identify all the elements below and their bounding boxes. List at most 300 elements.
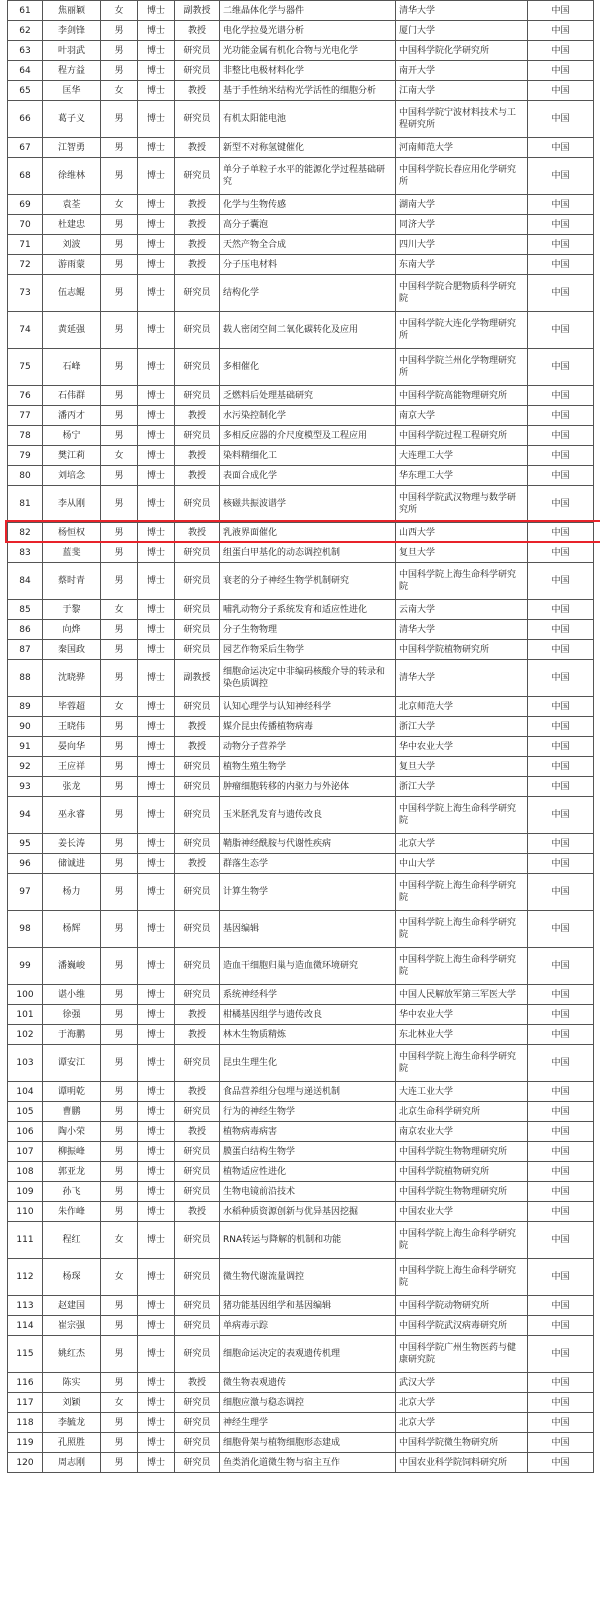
table-row <box>8 138 594 158</box>
country-cell: 中国 <box>528 1393 594 1413</box>
degree-cell: 博士 <box>138 235 175 255</box>
research-field-cell: 多相反应器的介尺度模型及工程应用 <box>220 426 396 446</box>
title-cell: 研究员 <box>175 1316 220 1336</box>
gender-cell: 男 <box>101 874 138 911</box>
gender-cell: 男 <box>101 1082 138 1102</box>
degree-cell: 博士 <box>138 406 175 426</box>
degree-cell: 博士 <box>138 1259 175 1296</box>
title-cell: 研究员 <box>175 1393 220 1413</box>
gender-cell: 女 <box>101 697 138 717</box>
name-cell: 曹鹏 <box>43 1102 101 1122</box>
table-row <box>8 1316 594 1336</box>
name-cell: 程方益 <box>43 61 101 81</box>
row-number: 106 <box>8 1122 43 1142</box>
name-cell: 刘培念 <box>43 466 101 486</box>
title-cell: 研究员 <box>175 600 220 620</box>
name-cell: 储诚进 <box>43 854 101 874</box>
degree-cell: 博士 <box>138 717 175 737</box>
title-cell: 教授 <box>175 255 220 275</box>
gender-cell: 男 <box>101 1005 138 1025</box>
institution-cell: 中国科学院植物研究所 <box>396 640 528 660</box>
table-row <box>8 600 594 620</box>
row-number: 117 <box>8 1393 43 1413</box>
gender-cell: 女 <box>101 446 138 466</box>
table-row <box>8 1025 594 1045</box>
degree-cell: 博士 <box>138 697 175 717</box>
gender-cell: 男 <box>101 1336 138 1373</box>
research-field-cell: 媒介昆虫传播植物病毒 <box>220 717 396 737</box>
title-cell: 教授 <box>175 1122 220 1142</box>
table-row <box>8 1413 594 1433</box>
gender-cell: 男 <box>101 61 138 81</box>
row-number: 98 <box>8 911 43 948</box>
title-cell: 研究员 <box>175 1259 220 1296</box>
table-row <box>8 737 594 757</box>
row-number: 88 <box>8 660 43 697</box>
row-number: 110 <box>8 1202 43 1222</box>
row-number: 66 <box>8 101 43 138</box>
title-cell: 教授 <box>175 195 220 215</box>
degree-cell: 博士 <box>138 543 175 563</box>
name-cell: 毕蓉超 <box>43 697 101 717</box>
name-cell: 王晓伟 <box>43 717 101 737</box>
degree-cell: 博士 <box>138 81 175 101</box>
country-cell: 中国 <box>528 1102 594 1122</box>
degree-cell: 博士 <box>138 1433 175 1453</box>
name-cell: 蔡时青 <box>43 563 101 600</box>
gender-cell: 男 <box>101 854 138 874</box>
gender-cell: 男 <box>101 101 138 138</box>
name-cell: 蓝斐 <box>43 543 101 563</box>
row-number: 68 <box>8 158 43 195</box>
research-field-cell: 结构化学 <box>220 275 396 312</box>
gender-cell: 女 <box>101 1 138 21</box>
gender-cell: 男 <box>101 985 138 1005</box>
table-row <box>8 61 594 81</box>
country-cell: 中国 <box>528 386 594 406</box>
row-number: 118 <box>8 1413 43 1433</box>
degree-cell: 博士 <box>138 1142 175 1162</box>
row-number: 65 <box>8 81 43 101</box>
country-cell: 中国 <box>528 1413 594 1433</box>
gender-cell: 男 <box>101 312 138 349</box>
name-cell: 谭安江 <box>43 1045 101 1082</box>
research-field-cell: 基因编辑 <box>220 911 396 948</box>
row-number: 63 <box>8 41 43 61</box>
name-cell: 石峰 <box>43 349 101 386</box>
title-cell: 研究员 <box>175 1433 220 1453</box>
table-row <box>8 466 594 486</box>
gender-cell: 男 <box>101 563 138 600</box>
degree-cell: 博士 <box>138 600 175 620</box>
table-row <box>8 1162 594 1182</box>
country-cell: 中国 <box>528 101 594 138</box>
country-cell: 中国 <box>528 911 594 948</box>
gender-cell: 男 <box>101 543 138 563</box>
title-cell: 教授 <box>175 1025 220 1045</box>
row-number: 105 <box>8 1102 43 1122</box>
title-cell: 教授 <box>175 523 220 543</box>
country-cell: 中国 <box>528 660 594 697</box>
degree-cell: 博士 <box>138 255 175 275</box>
name-cell: 向烨 <box>43 620 101 640</box>
title-cell: 研究员 <box>175 1142 220 1162</box>
title-cell: 教授 <box>175 466 220 486</box>
table-row <box>8 41 594 61</box>
country-cell: 中国 <box>528 275 594 312</box>
degree-cell: 博士 <box>138 563 175 600</box>
name-cell: 张龙 <box>43 777 101 797</box>
country-cell: 中国 <box>528 737 594 757</box>
country-cell: 中国 <box>528 1045 594 1082</box>
name-cell: 晏向华 <box>43 737 101 757</box>
country-cell: 中国 <box>528 406 594 426</box>
country-cell: 中国 <box>528 854 594 874</box>
degree-cell: 博士 <box>138 1222 175 1259</box>
table-row <box>8 620 594 640</box>
gender-cell: 男 <box>101 406 138 426</box>
row-number: 72 <box>8 255 43 275</box>
name-cell: 杨恒权 <box>43 523 101 543</box>
degree-cell: 博士 <box>138 446 175 466</box>
degree-cell: 博士 <box>138 620 175 640</box>
degree-cell: 博士 <box>138 948 175 985</box>
degree-cell: 博士 <box>138 1 175 21</box>
institution-cell: 中山大学 <box>396 854 528 874</box>
country-cell: 中国 <box>528 255 594 275</box>
institution-cell: 浙江大学 <box>396 717 528 737</box>
title-cell: 教授 <box>175 21 220 41</box>
degree-cell: 博士 <box>138 523 175 543</box>
research-field-cell: 行为的神经生物学 <box>220 1102 396 1122</box>
gender-cell: 男 <box>101 1433 138 1453</box>
gender-cell: 男 <box>101 620 138 640</box>
name-cell: 赵建国 <box>43 1296 101 1316</box>
research-field-cell: 基于手性纳米结构光学活性的细胞分析 <box>220 81 396 101</box>
table-row <box>8 195 594 215</box>
name-cell: 徐维林 <box>43 158 101 195</box>
table-row <box>8 757 594 777</box>
research-field-cell: 群落生态学 <box>220 854 396 874</box>
title-cell: 研究员 <box>175 1045 220 1082</box>
gender-cell: 男 <box>101 486 138 523</box>
gender-cell: 男 <box>101 777 138 797</box>
row-number: 96 <box>8 854 43 874</box>
row-number: 92 <box>8 757 43 777</box>
institution-cell: 清华大学 <box>396 1 528 21</box>
title-cell: 研究员 <box>175 158 220 195</box>
table-row <box>8 1122 594 1142</box>
institution-cell: 四川大学 <box>396 235 528 255</box>
table-row <box>8 101 594 138</box>
research-field-cell: 生物电镜前沿技术 <box>220 1182 396 1202</box>
country-cell: 中国 <box>528 1162 594 1182</box>
gender-cell: 女 <box>101 1259 138 1296</box>
row-number: 80 <box>8 466 43 486</box>
title-cell: 研究员 <box>175 911 220 948</box>
degree-cell: 博士 <box>138 854 175 874</box>
row-number: 99 <box>8 948 43 985</box>
degree-cell: 博士 <box>138 777 175 797</box>
row-number: 62 <box>8 21 43 41</box>
research-field-cell: 微生物代谢流量调控 <box>220 1259 396 1296</box>
degree-cell: 博士 <box>138 275 175 312</box>
institution-cell: 中国科学院生物物理研究所 <box>396 1142 528 1162</box>
institution-cell: 北京大学 <box>396 834 528 854</box>
institution-cell: 华中农业大学 <box>396 737 528 757</box>
institution-cell: 中国科学院上海生命科学研究院 <box>396 1045 528 1082</box>
institution-cell: 中国科学院上海生命科学研究院 <box>396 797 528 834</box>
country-cell: 中国 <box>528 834 594 854</box>
name-cell: 石伟群 <box>43 386 101 406</box>
name-cell: 崔宗强 <box>43 1316 101 1336</box>
table-row <box>8 486 594 523</box>
name-cell: 程红 <box>43 1222 101 1259</box>
research-field-cell: 系统神经科学 <box>220 985 396 1005</box>
research-field-cell: 哺乳动物分子系统发育和适应性进化 <box>220 600 396 620</box>
name-cell: 袁荃 <box>43 195 101 215</box>
title-cell: 研究员 <box>175 426 220 446</box>
title-cell: 研究员 <box>175 985 220 1005</box>
name-cell: 江智勇 <box>43 138 101 158</box>
name-cell: 潘巍峻 <box>43 948 101 985</box>
degree-cell: 博士 <box>138 1005 175 1025</box>
gender-cell: 男 <box>101 1102 138 1122</box>
talent-table <box>7 0 594 1473</box>
institution-cell: 大连理工大学 <box>396 446 528 466</box>
name-cell: 孙飞 <box>43 1182 101 1202</box>
table-row <box>8 911 594 948</box>
research-field-cell: 鱼类消化道微生物与宿主互作 <box>220 1453 396 1473</box>
table-row <box>8 255 594 275</box>
name-cell: 柳振峰 <box>43 1142 101 1162</box>
table-row <box>8 985 594 1005</box>
name-cell: 刘波 <box>43 235 101 255</box>
row-number: 115 <box>8 1336 43 1373</box>
gender-cell: 男 <box>101 1453 138 1473</box>
table-row <box>8 1222 594 1259</box>
name-cell: 谌小维 <box>43 985 101 1005</box>
research-field-cell: 猪功能基因组学和基因编辑 <box>220 1296 396 1316</box>
institution-cell: 中国科学院植物研究所 <box>396 1162 528 1182</box>
country-cell: 中国 <box>528 426 594 446</box>
row-number: 91 <box>8 737 43 757</box>
institution-cell: 中国科学院大连化学物理研究所 <box>396 312 528 349</box>
degree-cell: 博士 <box>138 1393 175 1413</box>
title-cell: 研究员 <box>175 1413 220 1433</box>
country-cell: 中国 <box>528 948 594 985</box>
name-cell: 杨宁 <box>43 426 101 446</box>
name-cell: 于海鹏 <box>43 1025 101 1045</box>
row-number: 89 <box>8 697 43 717</box>
table-row <box>8 797 594 834</box>
gender-cell: 男 <box>101 1316 138 1336</box>
research-field-cell: 园艺作物采后生物学 <box>220 640 396 660</box>
country-cell: 中国 <box>528 61 594 81</box>
title-cell: 教授 <box>175 737 220 757</box>
country-cell: 中国 <box>528 215 594 235</box>
research-field-cell: 化学与生物传感 <box>220 195 396 215</box>
row-number: 101 <box>8 1005 43 1025</box>
title-cell: 研究员 <box>175 563 220 600</box>
title-cell: 研究员 <box>175 1453 220 1473</box>
country-cell: 中国 <box>528 486 594 523</box>
title-cell: 研究员 <box>175 797 220 834</box>
country-cell: 中国 <box>528 1259 594 1296</box>
title-cell: 教授 <box>175 446 220 466</box>
research-field-cell: 水稻种质资源创新与优异基因挖掘 <box>220 1202 396 1222</box>
institution-cell: 北京大学 <box>396 1413 528 1433</box>
research-field-cell: 细胞命运决定的表观遗传机理 <box>220 1336 396 1373</box>
table-row <box>8 215 594 235</box>
institution-cell: 中国科学院生物物理研究所 <box>396 1182 528 1202</box>
gender-cell: 男 <box>101 797 138 834</box>
research-field-cell: 新型不对称氢键催化 <box>220 138 396 158</box>
gender-cell: 男 <box>101 1045 138 1082</box>
degree-cell: 博士 <box>138 911 175 948</box>
research-field-cell: 柑橘基因组学与遗传改良 <box>220 1005 396 1025</box>
name-cell: 朱作峰 <box>43 1202 101 1222</box>
degree-cell: 博士 <box>138 1102 175 1122</box>
country-cell: 中国 <box>528 195 594 215</box>
title-cell: 教授 <box>175 1202 220 1222</box>
table-row <box>8 948 594 985</box>
gender-cell: 男 <box>101 235 138 255</box>
institution-cell: 中国科学院过程工程研究所 <box>396 426 528 446</box>
research-field-cell: 衰老的分子神经生物学机制研究 <box>220 563 396 600</box>
name-cell: 周志刚 <box>43 1453 101 1473</box>
table-row <box>8 312 594 349</box>
table-row <box>8 854 594 874</box>
research-field-cell: 植物适应性进化 <box>220 1162 396 1182</box>
degree-cell: 博士 <box>138 312 175 349</box>
gender-cell: 男 <box>101 466 138 486</box>
country-cell: 中国 <box>528 717 594 737</box>
talent-table-sheet <box>7 0 593 1473</box>
gender-cell: 男 <box>101 1122 138 1142</box>
research-field-cell: 天然产物全合成 <box>220 235 396 255</box>
name-cell: 王应祥 <box>43 757 101 777</box>
row-number: 95 <box>8 834 43 854</box>
institution-cell: 湖南大学 <box>396 195 528 215</box>
country-cell: 中国 <box>528 797 594 834</box>
gender-cell: 男 <box>101 1296 138 1316</box>
research-field-cell: RNA转运与降解的机制和功能 <box>220 1222 396 1259</box>
title-cell: 研究员 <box>175 1336 220 1373</box>
research-field-cell: 分子生物物理 <box>220 620 396 640</box>
research-field-cell: 多相催化 <box>220 349 396 386</box>
row-number: 79 <box>8 446 43 466</box>
name-cell: 沈晓骅 <box>43 660 101 697</box>
table-row <box>8 1102 594 1122</box>
table-row <box>8 834 594 854</box>
gender-cell: 男 <box>101 911 138 948</box>
country-cell: 中国 <box>528 1122 594 1142</box>
country-cell: 中国 <box>528 81 594 101</box>
country-cell: 中国 <box>528 1296 594 1316</box>
row-number: 74 <box>8 312 43 349</box>
row-number: 77 <box>8 406 43 426</box>
institution-cell: 中国科学院微生物研究所 <box>396 1433 528 1453</box>
gender-cell: 男 <box>101 1182 138 1202</box>
institution-cell: 南开大学 <box>396 61 528 81</box>
research-field-cell: 表面合成化学 <box>220 466 396 486</box>
institution-cell: 华东理工大学 <box>396 466 528 486</box>
title-cell: 副教授 <box>175 1 220 21</box>
research-field-cell: 微生物表观遗传 <box>220 1373 396 1393</box>
research-field-cell: 核磁共振波谱学 <box>220 486 396 523</box>
research-field-cell: 非整比电极材料化学 <box>220 61 396 81</box>
country-cell: 中国 <box>528 640 594 660</box>
research-field-cell: 林木生物质精炼 <box>220 1025 396 1045</box>
research-field-cell: 高分子囊泡 <box>220 215 396 235</box>
institution-cell: 中国科学院上海生命科学研究院 <box>396 1222 528 1259</box>
degree-cell: 博士 <box>138 1336 175 1373</box>
institution-cell: 中国科学院兰州化学物理研究所 <box>396 349 528 386</box>
institution-cell: 东北林业大学 <box>396 1025 528 1045</box>
gender-cell: 男 <box>101 1162 138 1182</box>
title-cell: 教授 <box>175 1005 220 1025</box>
title-cell: 教授 <box>175 1082 220 1102</box>
title-cell: 教授 <box>175 138 220 158</box>
institution-cell: 中国科学院广州生物医药与健康研究院 <box>396 1336 528 1373</box>
title-cell: 教授 <box>175 235 220 255</box>
table-row <box>8 1082 594 1102</box>
institution-cell: 中国科学院宁波材料技术与工程研究所 <box>396 101 528 138</box>
institution-cell: 中国科学院上海生命科学研究院 <box>396 948 528 985</box>
degree-cell: 博士 <box>138 1082 175 1102</box>
country-cell: 中国 <box>528 349 594 386</box>
title-cell: 研究员 <box>175 275 220 312</box>
table-row <box>8 1453 594 1473</box>
row-number: 69 <box>8 195 43 215</box>
row-number: 83 <box>8 543 43 563</box>
row-number: 113 <box>8 1296 43 1316</box>
institution-cell: 山西大学 <box>396 523 528 543</box>
name-cell: 匡华 <box>43 81 101 101</box>
institution-cell: 北京生命科学研究所 <box>396 1102 528 1122</box>
degree-cell: 博士 <box>138 1182 175 1202</box>
table-row <box>8 874 594 911</box>
row-number: 104 <box>8 1082 43 1102</box>
research-field-cell: 分子压电材料 <box>220 255 396 275</box>
gender-cell: 男 <box>101 138 138 158</box>
degree-cell: 博士 <box>138 834 175 854</box>
degree-cell: 博士 <box>138 158 175 195</box>
research-field-cell: 昆虫生理生化 <box>220 1045 396 1082</box>
degree-cell: 博士 <box>138 101 175 138</box>
name-cell: 陶小荣 <box>43 1122 101 1142</box>
institution-cell: 东南大学 <box>396 255 528 275</box>
country-cell: 中国 <box>528 1222 594 1259</box>
table-row <box>8 1142 594 1162</box>
table-row <box>8 777 594 797</box>
research-field-cell: 乳液界面催化 <box>220 523 396 543</box>
gender-cell: 男 <box>101 737 138 757</box>
gender-cell: 男 <box>101 1025 138 1045</box>
degree-cell: 博士 <box>138 386 175 406</box>
gender-cell: 女 <box>101 600 138 620</box>
research-field-cell: 植物病毒病害 <box>220 1122 396 1142</box>
degree-cell: 博士 <box>138 21 175 41</box>
country-cell: 中国 <box>528 1025 594 1045</box>
gender-cell: 男 <box>101 426 138 446</box>
row-number: 73 <box>8 275 43 312</box>
table-row <box>8 158 594 195</box>
name-cell: 巫永睿 <box>43 797 101 834</box>
country-cell: 中国 <box>528 138 594 158</box>
table-row <box>8 1296 594 1316</box>
